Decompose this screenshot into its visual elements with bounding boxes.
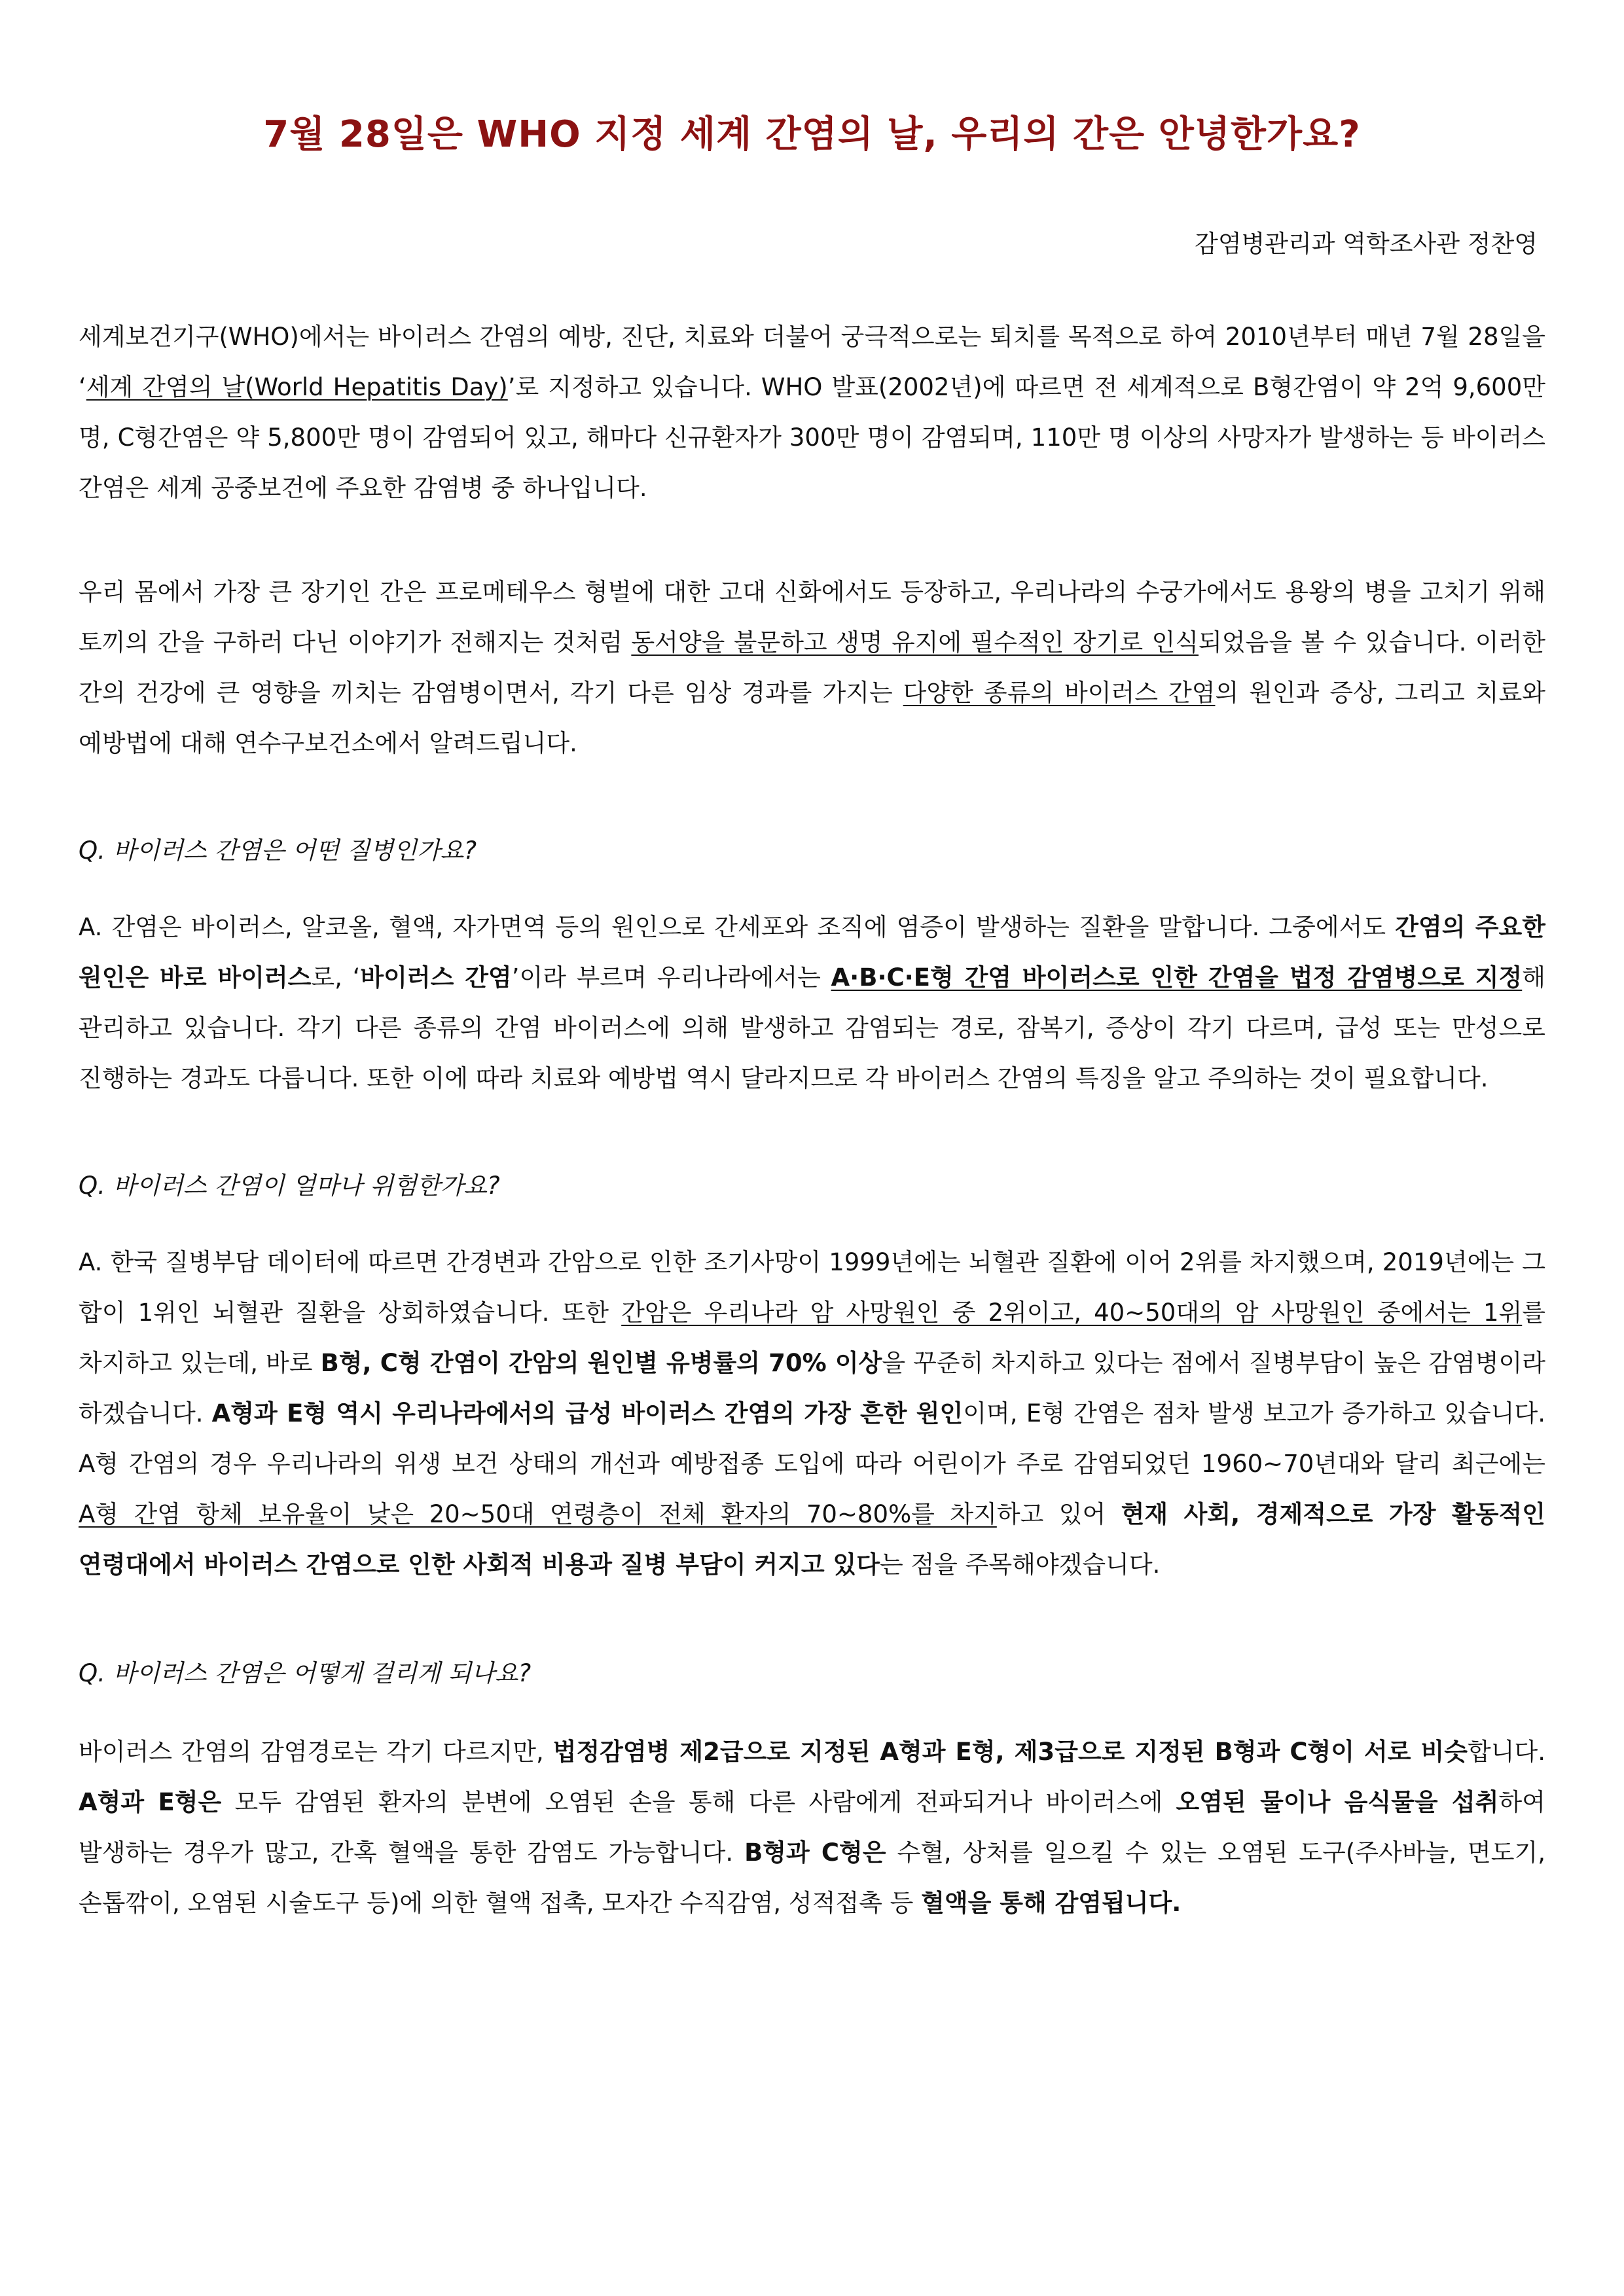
question-heading-1: Q. 바이러스 간염은 어떤 질병인가요? <box>79 836 477 865</box>
answer-text: 하고 있어 <box>996 1500 1121 1529</box>
answer-bold-text: A형과 E형 역시 우리나라에서의 급성 바이러스 간염의 가장 흔한 원인 <box>211 1399 964 1428</box>
question-heading-3: Q. 바이러스 간염은 어떻게 걸리게 되나요? <box>79 1659 532 1688</box>
answer-bold-text: 바이러스 간염 <box>360 963 512 992</box>
answer-text: 로, ‘ <box>311 963 361 992</box>
answer-text: A. 한국 질병부담 데이터에 따르면 간경변과 간암으로 인한 조기사망이 1999년에는 뇌혈관 질환에 이어 2위를 차지했으며, 2019년에는 그 합이 1위인 뇌혈관 질환을 상회하였습니다. 또한 <box>79 1248 1545 1327</box>
answer-text: 이며, E형 간염은 점차 발생 보고가 증가하고 있습니다. A형 간염의 경우 우리나라의 위생 보건 상태의 개선과 예방접종 도입에 따라 어린이가 주로 감염되었던 1960~70년대와 달리 최근에는 <box>79 1399 1546 1479</box>
intro-underlined-day: 세계 간염의 날(World Hepatitis Day) <box>86 372 508 401</box>
answer-text: 해 관리하고 있습니다. 각기 다른 종류의 간염 바이러스에 의해 발생하고 감염되는 경로, 잠복기, 증상이 각기 다르며, 급성 또는 만성으로 진행하는 경과도 다릅니다. 또한 이에 따라 치료와 예방법 역시 달라지므로 각 바이러스 간염의 특징을 알고 주의하는 것이 필요합니다. <box>79 963 1545 1092</box>
answer-paragraph-2 <box>79 1237 1545 1590</box>
answer-text: 합니다. <box>1468 1737 1545 1766</box>
answer-bold-text: A형과 E형은 <box>79 1787 222 1816</box>
author-byline: 감염병관리과 역학조사관 정찬영 <box>1195 230 1538 259</box>
answer-text: 을 꾸준히 차지하고 있다는 점에서 질병부담이 높은 감염병이라 하겠습니다. <box>79 1349 1545 1428</box>
answer-bold-text: 혈액을 통해 감염됩니다. <box>921 1888 1182 1917</box>
answer-paragraph-1 <box>79 902 1545 1103</box>
question-heading-2: Q. 바이러스 간염이 얼마나 위험한가요? <box>79 1171 500 1200</box>
answer-underlined-text: A형 간염 항체 보유율이 낮은 20~50대 연령층이 전체 환자의 70~80%를 차지 <box>79 1500 997 1529</box>
answer-bold-text: 현재 사회, 경제적으로 가장 활동적인 연령대에서 바이러스 간염으로 인한 사회적 비용과 질병 부담이 커지고 있다 <box>79 1500 1545 1579</box>
intro-paragraph <box>79 312 1545 513</box>
answer-text: 모두 감염된 환자의 분변에 오염된 손을 통해 다른 사람에게 전파되거나 바이러스에 <box>221 1787 1176 1816</box>
answer-bold-text: 법정감염병 제2급으로 지정된 A형과 E형, 제3급으로 지정된 B형과 C형이 서로 비슷 <box>552 1737 1468 1766</box>
answer-text: A. 간염은 바이러스, 알코올, 혈액, 자가면역 등의 원인으로 간세포와 조직에 염증이 발생하는 질환을 말합니다. 그중에서도 <box>79 912 1396 941</box>
answer-bold-text: B형, C형 간염이 간암의 원인별 유병률의 70% 이상 <box>320 1349 882 1378</box>
document-title: 7월 28일은 WHO 지정 세계 간염의 날, 우리의 간은 안녕한가요? <box>263 113 1361 156</box>
intro-text: 세계보건기구(WHO)에서는 바이러스 간염의 예방, 진단, 치료와 더불어 궁극적으로는 퇴치를 목적으로 하여 2010년부터 매년 7월 28일을 ‘ <box>79 322 1545 401</box>
answer-text: 바이러스 간염의 감염경로는 각기 다르지만, <box>79 1737 553 1766</box>
answer-text: ’이라 부르며 우리나라에서는 <box>511 963 831 992</box>
intro-text: ’로 지정하고 있습니다. WHO 발표(2002년)에 따르면 전 세계적으로 B형간염이 약 2억 9,600만 명, C형간염은 약 5,800만 명이 감염되어 있고, 해마다 신규환자가 300만 명이 감염되며, 110만 명 이상의 사망자가 발생하는 등 바이러스 간염은 세계 공중보건에 주요한 감염병 중 하나입니다. <box>79 372 1545 502</box>
answer-bold-underlined-text: A·B·C·E형 간염 바이러스로 인한 간염을 법정 감염병으로 지정 <box>831 963 1523 992</box>
answer-text: 하여 발생하는 경우가 많고, 간혹 혈액을 통한 감염도 가능합니다. <box>79 1787 1545 1867</box>
answer-bold-text: 간염의 주요한 원인은 바로 바이러스 <box>79 912 1545 992</box>
background-underlined-text: 동서양을 불문하고 생명 유지에 필수적인 장기로 인식 <box>631 628 1199 656</box>
answer-bold-text: 오염된 물이나 음식물을 섭취 <box>1176 1787 1499 1816</box>
background-text: 우리 몸에서 가장 큰 장기인 간은 프로메테우스 형벌에 대한 고대 신화에서도 등장하고, 우리나라의 수궁가에서도 용왕의 병을 고치기 위해 토끼의 간을 구하러 다닌 이야기가 전해지는 것처럼 <box>79 577 1545 656</box>
answer-text: 수혈, 상처를 일으킬 수 있는 오염된 도구(주사바늘, 면도기, 손톱깎이, 오염된 시술도구 등)에 의한 혈액 접촉, 모자간 수직감염, 성적접촉 등 <box>79 1838 1545 1917</box>
background-text: 되었음을 볼 수 있습니다. 이러한 간의 건강에 큰 영향을 끼치는 감염병이면서, 각기 다른 임상 경과를 가지는 <box>79 628 1546 707</box>
background-paragraph <box>79 567 1545 768</box>
answer-bold-text: B형과 C형은 <box>744 1838 886 1867</box>
background-underlined-text: 다양한 종류의 바이러스 간염 <box>903 678 1216 707</box>
answer-text: 를 차지하고 있는데, 바로 <box>79 1299 1545 1378</box>
answer-underlined-text: 간암은 우리나라 암 사망원인 중 2위이고, 40~50대의 암 사망원인 중에서는 1위 <box>621 1299 1523 1327</box>
answer-paragraph-3 <box>79 1727 1545 1928</box>
answer-text: 는 점을 주목해야겠습니다. <box>879 1551 1161 1579</box>
background-text: 의 원인과 증상, 그리고 치료와 예방법에 대해 연수구보건소에서 알려드립니다. <box>79 678 1545 757</box>
